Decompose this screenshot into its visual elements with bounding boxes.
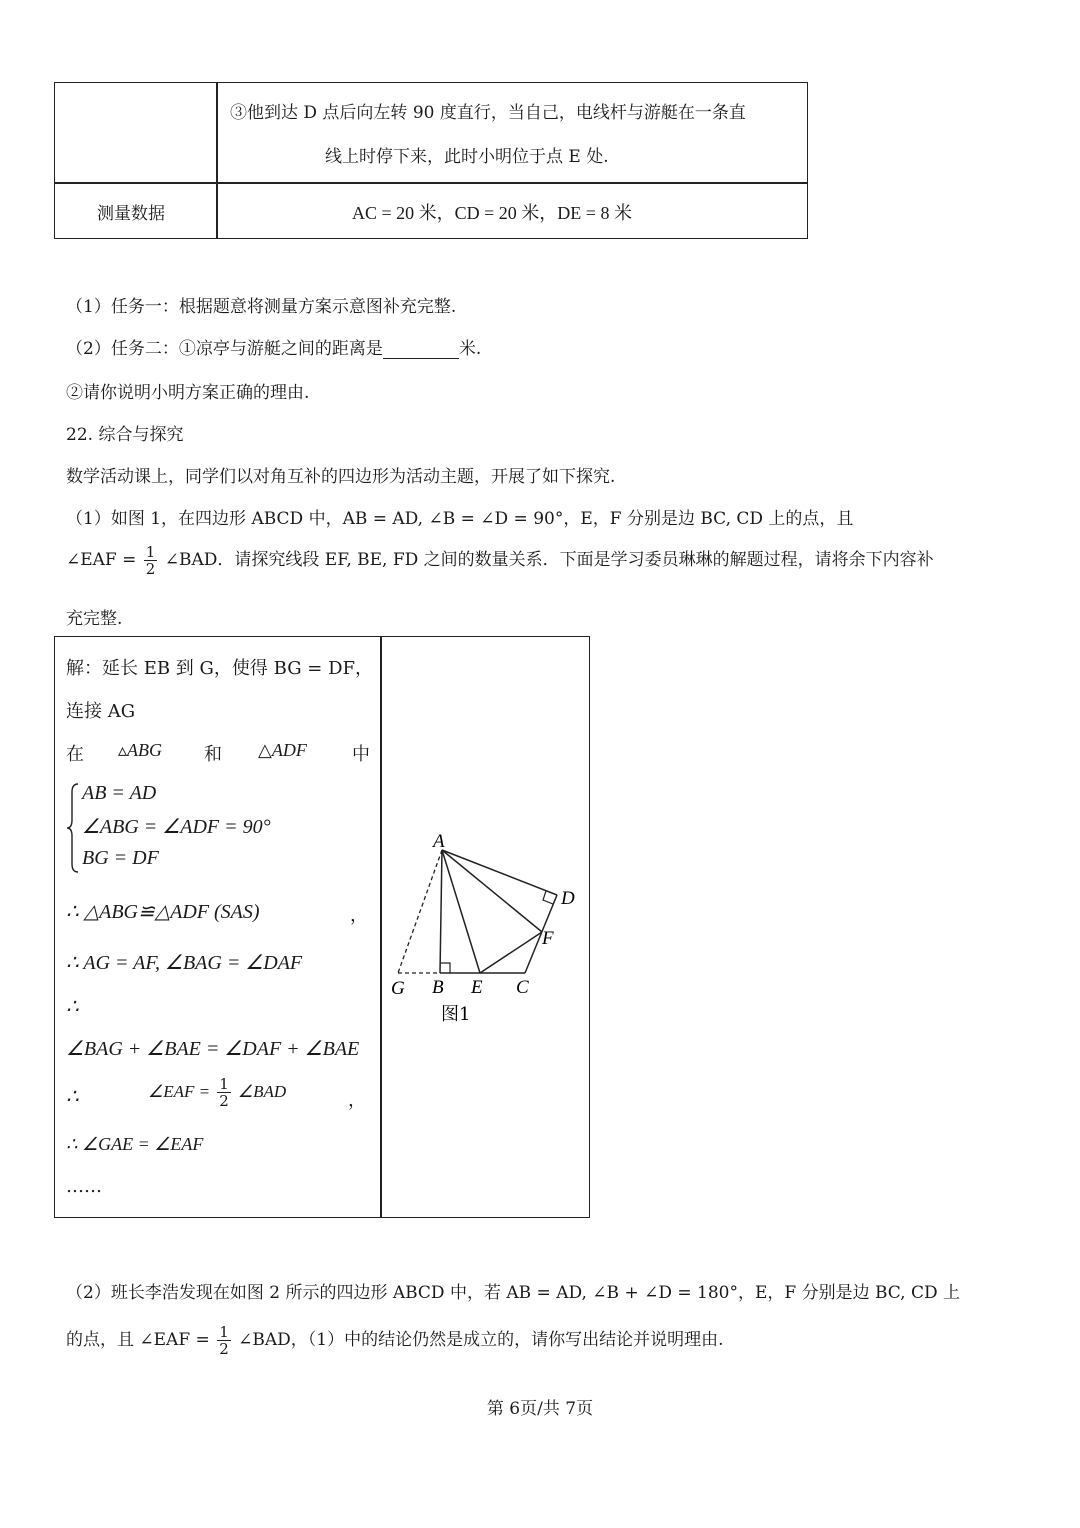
fraction-half — [144, 544, 158, 577]
part2-line2-b: ∠BAD，（1）中的结论仍然是成立的，请你写出结论并说明理由. — [238, 1330, 724, 1350]
part2-line1: （2）班长李浩发现在如图 2 所示的四边形 ABCD 中，若 AB = AD, ∠B + ∠D = 180°，E，F 分别是边 BC, CD 上 — [66, 1283, 961, 1303]
table-divider-horizontal — [55, 182, 807, 184]
segment-da — [442, 850, 557, 895]
brace-icon — [66, 782, 80, 874]
solution-line3-e: 中 — [352, 744, 370, 765]
part2-line2-a: 的点，且 ∠EAF = — [66, 1330, 210, 1350]
segment-ae — [442, 850, 480, 973]
fraction-denominator-3: 2 — [219, 1340, 229, 1358]
segment-ab — [440, 850, 442, 973]
table-step3-line1: ③他到达 D 点后向左转 90 度直行，当自己，电线杆与游艇在一条直 — [230, 103, 746, 123]
fraction-denominator-2: 2 — [219, 1092, 229, 1110]
solution-line8: ∴ AG = AF, ∠BAG = ∠DAF — [66, 952, 303, 974]
solution-line10: ∠BAG + ∠BAE = ∠DAF + ∠BAE — [66, 1038, 360, 1060]
task-two-suffix: 米. — [458, 339, 482, 359]
answer-blank — [383, 342, 459, 359]
solution-line1: 解：延长 EB 到 G，使得 BG = DF， — [66, 658, 374, 679]
solution-line2: 连接 AG — [66, 701, 136, 722]
question-22-title: 22. 综合与探究 — [66, 425, 184, 445]
system-eq1: AB = AD — [82, 782, 157, 804]
solution-line11 — [148, 1076, 286, 1109]
fraction-numerator: 1 — [145, 543, 156, 561]
task-one: （1）任务一：根据题意将测量方案示意图补充完整. — [66, 297, 457, 317]
system-eq2: ∠ABG = ∠ADF = 90° — [82, 816, 271, 838]
label-a: A — [433, 831, 445, 852]
system-eq3: BG = DF — [82, 847, 159, 869]
label-g: G — [391, 978, 405, 999]
solution-line11-angle: ∠EAF = — [148, 1082, 211, 1101]
task-two — [66, 334, 481, 359]
solution-line3-b: ▵ABG — [118, 740, 163, 760]
part1-line2 — [66, 544, 934, 577]
solution-congruence: ∴ △ABG≌△ADF (SAS) — [66, 901, 260, 923]
solution-line11-comma: ， — [348, 1090, 366, 1111]
part2-line2 — [66, 1324, 724, 1357]
label-d: D — [561, 888, 575, 909]
part1-line3: 充完整. — [66, 609, 123, 629]
fraction-numerator-2: 1 — [219, 1075, 229, 1093]
segment-af — [442, 850, 542, 932]
part1-angle-eaf: ∠EAF = — [66, 550, 137, 570]
page-footer: 第 6页/共 7页 — [486, 1399, 594, 1419]
solution-line3-d: △ADF — [258, 740, 307, 760]
table-divider-vertical — [216, 83, 218, 238]
solution-line3-c: 和 — [204, 744, 222, 765]
label-e: E — [471, 977, 483, 998]
solution-congruence-comma: ， — [350, 905, 368, 926]
table-data-label: 测量数据 — [97, 204, 165, 224]
solution-line12: ∴ ∠GAE = ∠EAF — [66, 1134, 204, 1154]
part1-line1: （1）如图 1，在四边形 ABCD 中，AB = AD, ∠B = ∠D = 90°，E，F 分别是边 BC, CD 上的点，且 — [66, 509, 854, 529]
fraction-numerator-3: 1 — [219, 1323, 229, 1341]
figure-1-diagram — [385, 820, 585, 1030]
label-f: F — [542, 928, 554, 949]
task-two-prefix: （2）任务二：①凉亭与游艇之间的距离是 — [66, 339, 383, 359]
fraction-half-3 — [217, 1324, 231, 1357]
task-two-b: ②请你说明小明方案正确的理由. — [66, 383, 310, 403]
question-22-intro: 数学活动课上，同学们以对角互补的四边形为活动主题，开展了如下探究. — [66, 467, 616, 487]
label-b: B — [432, 977, 444, 998]
table-data-value: AC = 20 米，CD = 20 米，DE = 8 米 — [352, 203, 632, 223]
solution-line9: ∴ — [66, 996, 79, 1018]
solution-ellipsis: …… — [66, 1176, 102, 1197]
fraction-half-2 — [217, 1076, 231, 1109]
segment-ag — [398, 850, 442, 973]
table-step3-line2: 线上时停下来，此时小明位于点 E 处. — [325, 147, 609, 167]
solution-line11-bad: ∠BAD — [237, 1082, 287, 1101]
part1-line2-rest: ∠BAD．请探究线段 EF, BE, FD 之间的数量关系．下面是学习委员琳琳的解题过程，请将余下内容补 — [164, 550, 934, 570]
figure-1-caption: 图1 — [441, 1004, 471, 1025]
solution-line3-a: 在 — [66, 744, 84, 765]
solution-box-divider — [380, 637, 382, 1217]
right-angle-b-icon — [440, 963, 450, 973]
solution-line11-therefore: ∴ — [66, 1086, 79, 1108]
label-c: C — [516, 977, 529, 998]
fraction-denominator: 2 — [145, 560, 156, 578]
